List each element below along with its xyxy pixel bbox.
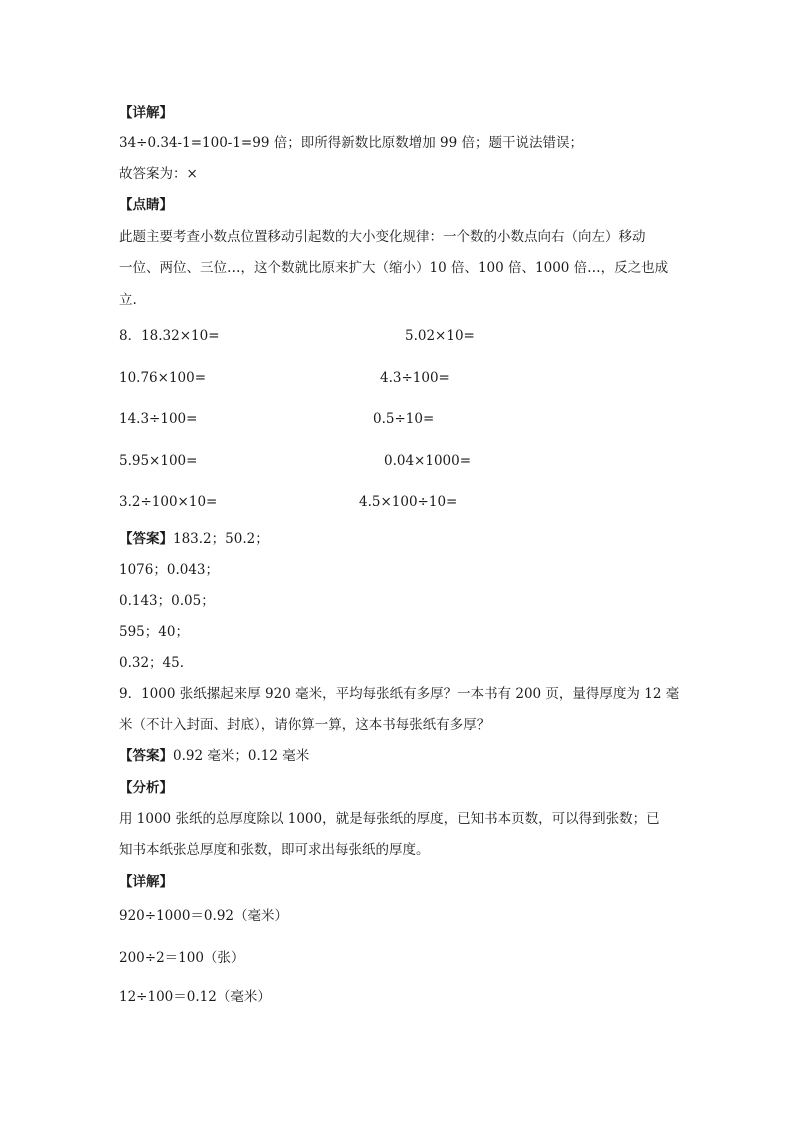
q8-answer-label: 【答案】 — [119, 531, 173, 547]
answer-line: 故答案为：× — [119, 166, 198, 182]
q9-analysis-line-2: 知书本纸张总厚度和张数，即可求出每张纸的厚度。 — [119, 842, 430, 858]
q8-row-4-right: 0.04×1000= — [384, 453, 472, 469]
q9-detail-label: 【详解】 — [119, 874, 173, 890]
q8-row-4-left: 5.95×100= — [119, 453, 198, 469]
q9-analysis-label: 【分析】 — [119, 780, 173, 796]
q8-row-3-left: 14.3÷100= — [119, 411, 198, 427]
point-line-3: 立. — [119, 292, 137, 308]
q9-answer-label: 【答案】 — [119, 748, 173, 764]
q9-step-1: 920÷1000＝0.92（毫米） — [119, 908, 288, 924]
point-line-1: 此题主要考查小数点位置移动引起数的大小变化规律：一个数的小数点向右（向左）移动 — [119, 229, 646, 245]
q8-answer-line-1 — [119, 529, 269, 549]
q8-row-2-left: 10.76×100= — [119, 370, 207, 386]
q8-answer-3: 0.143；0.05； — [119, 593, 215, 609]
q9-question-line-1: 9．1000 张纸摞起来厚 920 毫米，平均每张纸有多厚？一本书有 200 页，量得厚度为 12 毫 — [119, 686, 680, 702]
q9-analysis-line-1: 用 1000 张纸的总厚度除以 1000，就是每张纸的厚度，已知书本页数，可以得到张数；已 — [119, 811, 660, 827]
q8-answer-2: 1076；0.043； — [119, 562, 220, 578]
q9-answer-line — [119, 746, 309, 766]
q8-row-1-right: 5.02×10= — [405, 328, 475, 344]
q8-row-3-right: 0.5÷10= — [373, 411, 435, 427]
point-label: 【点睛】 — [119, 197, 173, 213]
q8-answer-4: 595；40； — [119, 624, 189, 640]
q9-question-line-2: 米（不计入封面、封底），请你算一算，这本书每张纸有多厚？ — [119, 717, 491, 733]
calc-line: 34÷0.34-1=100-1=99 倍；即所得新数比原数增加 99 倍；题干说法错误； — [119, 135, 583, 151]
detail-label: 【详解】 — [119, 105, 173, 121]
q8-row-5-left: 3.2÷100×10= — [119, 494, 218, 510]
q9-step-3: 12÷100＝0.12（毫米） — [119, 989, 271, 1005]
q8-row-2-right: 4.3÷100= — [380, 370, 450, 386]
q8-answer-5: 0.32；45. — [119, 655, 185, 671]
q8-row-1-left: 8．18.32×10= — [119, 328, 220, 344]
q8-row-5-right: 4.5×100÷10= — [359, 494, 458, 510]
point-line-2: 一位、两位、三位…，这个数就比原来扩大（缩小）10 倍、100 倍、1000 倍…，反之也成 — [119, 260, 669, 276]
q9-answer-text: 0.92 毫米；0.12 毫米 — [173, 748, 310, 764]
q8-answer-1: 183.2；50.2； — [173, 531, 269, 547]
q9-step-2: 200÷2＝100（张） — [119, 950, 245, 966]
